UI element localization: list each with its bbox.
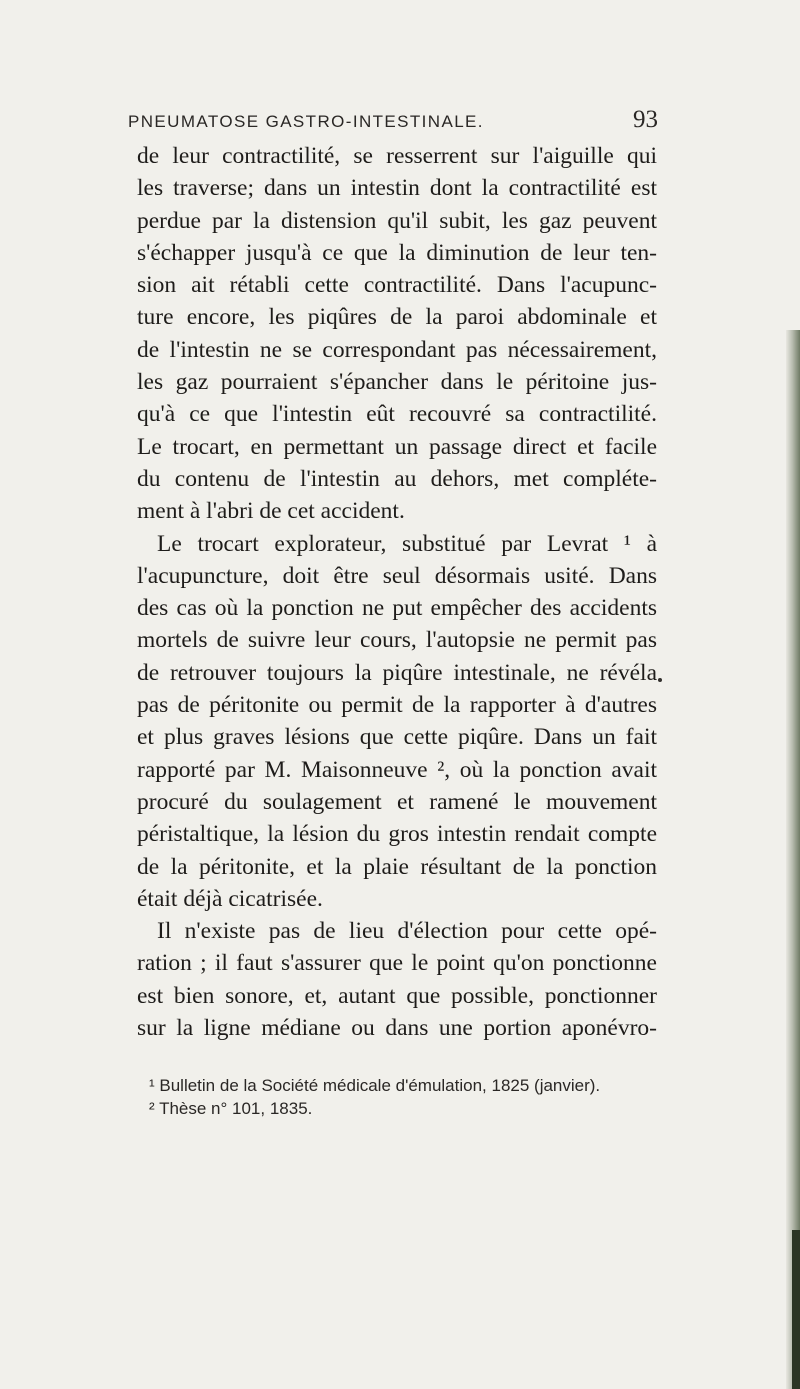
text-line: l'acupuncture, doit être seul désormais usité. Dans [137,562,657,589]
text-line: mortels de suivre leur cours, l'autopsie ne permit pas [137,627,657,654]
text-line: perdue par la distension qu'il subit, les gaz peuvent [137,207,657,234]
text-line: les gaz pourraient s'épancher dans le péritoine jus- [137,369,657,396]
text-line: de retrouver toujours la piqûre intestinale, ne révéla [137,659,657,686]
text-line: de l'intestin ne se correspondant pas nécessairement, [137,336,657,363]
text-line: et plus graves lésions que cette piqûre. Dans un fait [137,724,657,751]
page-header [128,104,658,134]
running-title: PNEUMATOSE GASTRO-INTESTINALE. [128,112,484,131]
page-number: 93 [633,106,658,133]
text-line: Le trocart explorateur, substitué par Levrat ¹ à [157,530,657,557]
text-line: des cas où la ponction ne put empêcher des accidents [137,595,657,622]
text-line: ture encore, les piqûres de la paroi abdominale et [137,304,657,331]
footnote: ¹ Bulletin de la Société médicale d'émulation, 1825 (janvier). [149,1076,601,1095]
text-line: est bien sonore, et, autant que possible, ponctionner [137,982,657,1009]
text-line: était déjà cicatrisée. [137,885,323,912]
text-line: procuré du soulagement et ramené le mouvement [137,788,657,815]
text-line: pas de péritonite ou permit de la rapporter à d'autres [137,692,657,719]
footnote: ² Thèse n° 101, 1835. [149,1099,313,1118]
margin-dot [658,678,662,682]
text-line: de la péritonite, et la plaie résultant de la ponction [137,853,657,880]
text-line: du contenu de l'intestin au dehors, met compléte- [137,465,657,492]
text-line: Il n'existe pas de lieu d'élection pour cette opé- [157,918,657,945]
text-line: de leur contractilité, se resserrent sur l'aiguille qui [137,143,657,169]
text-line: sur la ligne médiane ou dans une portion aponévro- [137,1015,657,1042]
text-line: péristaltique, la lésion du gros intestin rendait compte [137,821,657,848]
text-line: les traverse; dans un intestin dont la contractilité est [137,175,657,202]
text-line: s'échapper jusqu'à ce que la diminution de leur ten- [137,239,657,266]
body-text [137,140,657,1044]
text-line: Le trocart, en permettant un passage direct et facile [137,433,657,460]
footnotes [137,1074,657,1120]
page-edge-dark [792,1230,800,1389]
text-line: ration ; il faut s'assurer que le point qu'on ponctionne [137,950,657,977]
text-line: rapporté par M. Maisonneuve ², où la ponction avait [137,756,657,783]
text-line: sion ait rétabli cette contractilité. Dans l'acupunc- [137,272,657,299]
text-line: ment à l'abri de cet accident. [137,498,405,525]
text-line: qu'à ce que l'intestin eût recouvré sa contractilité. [137,401,657,428]
